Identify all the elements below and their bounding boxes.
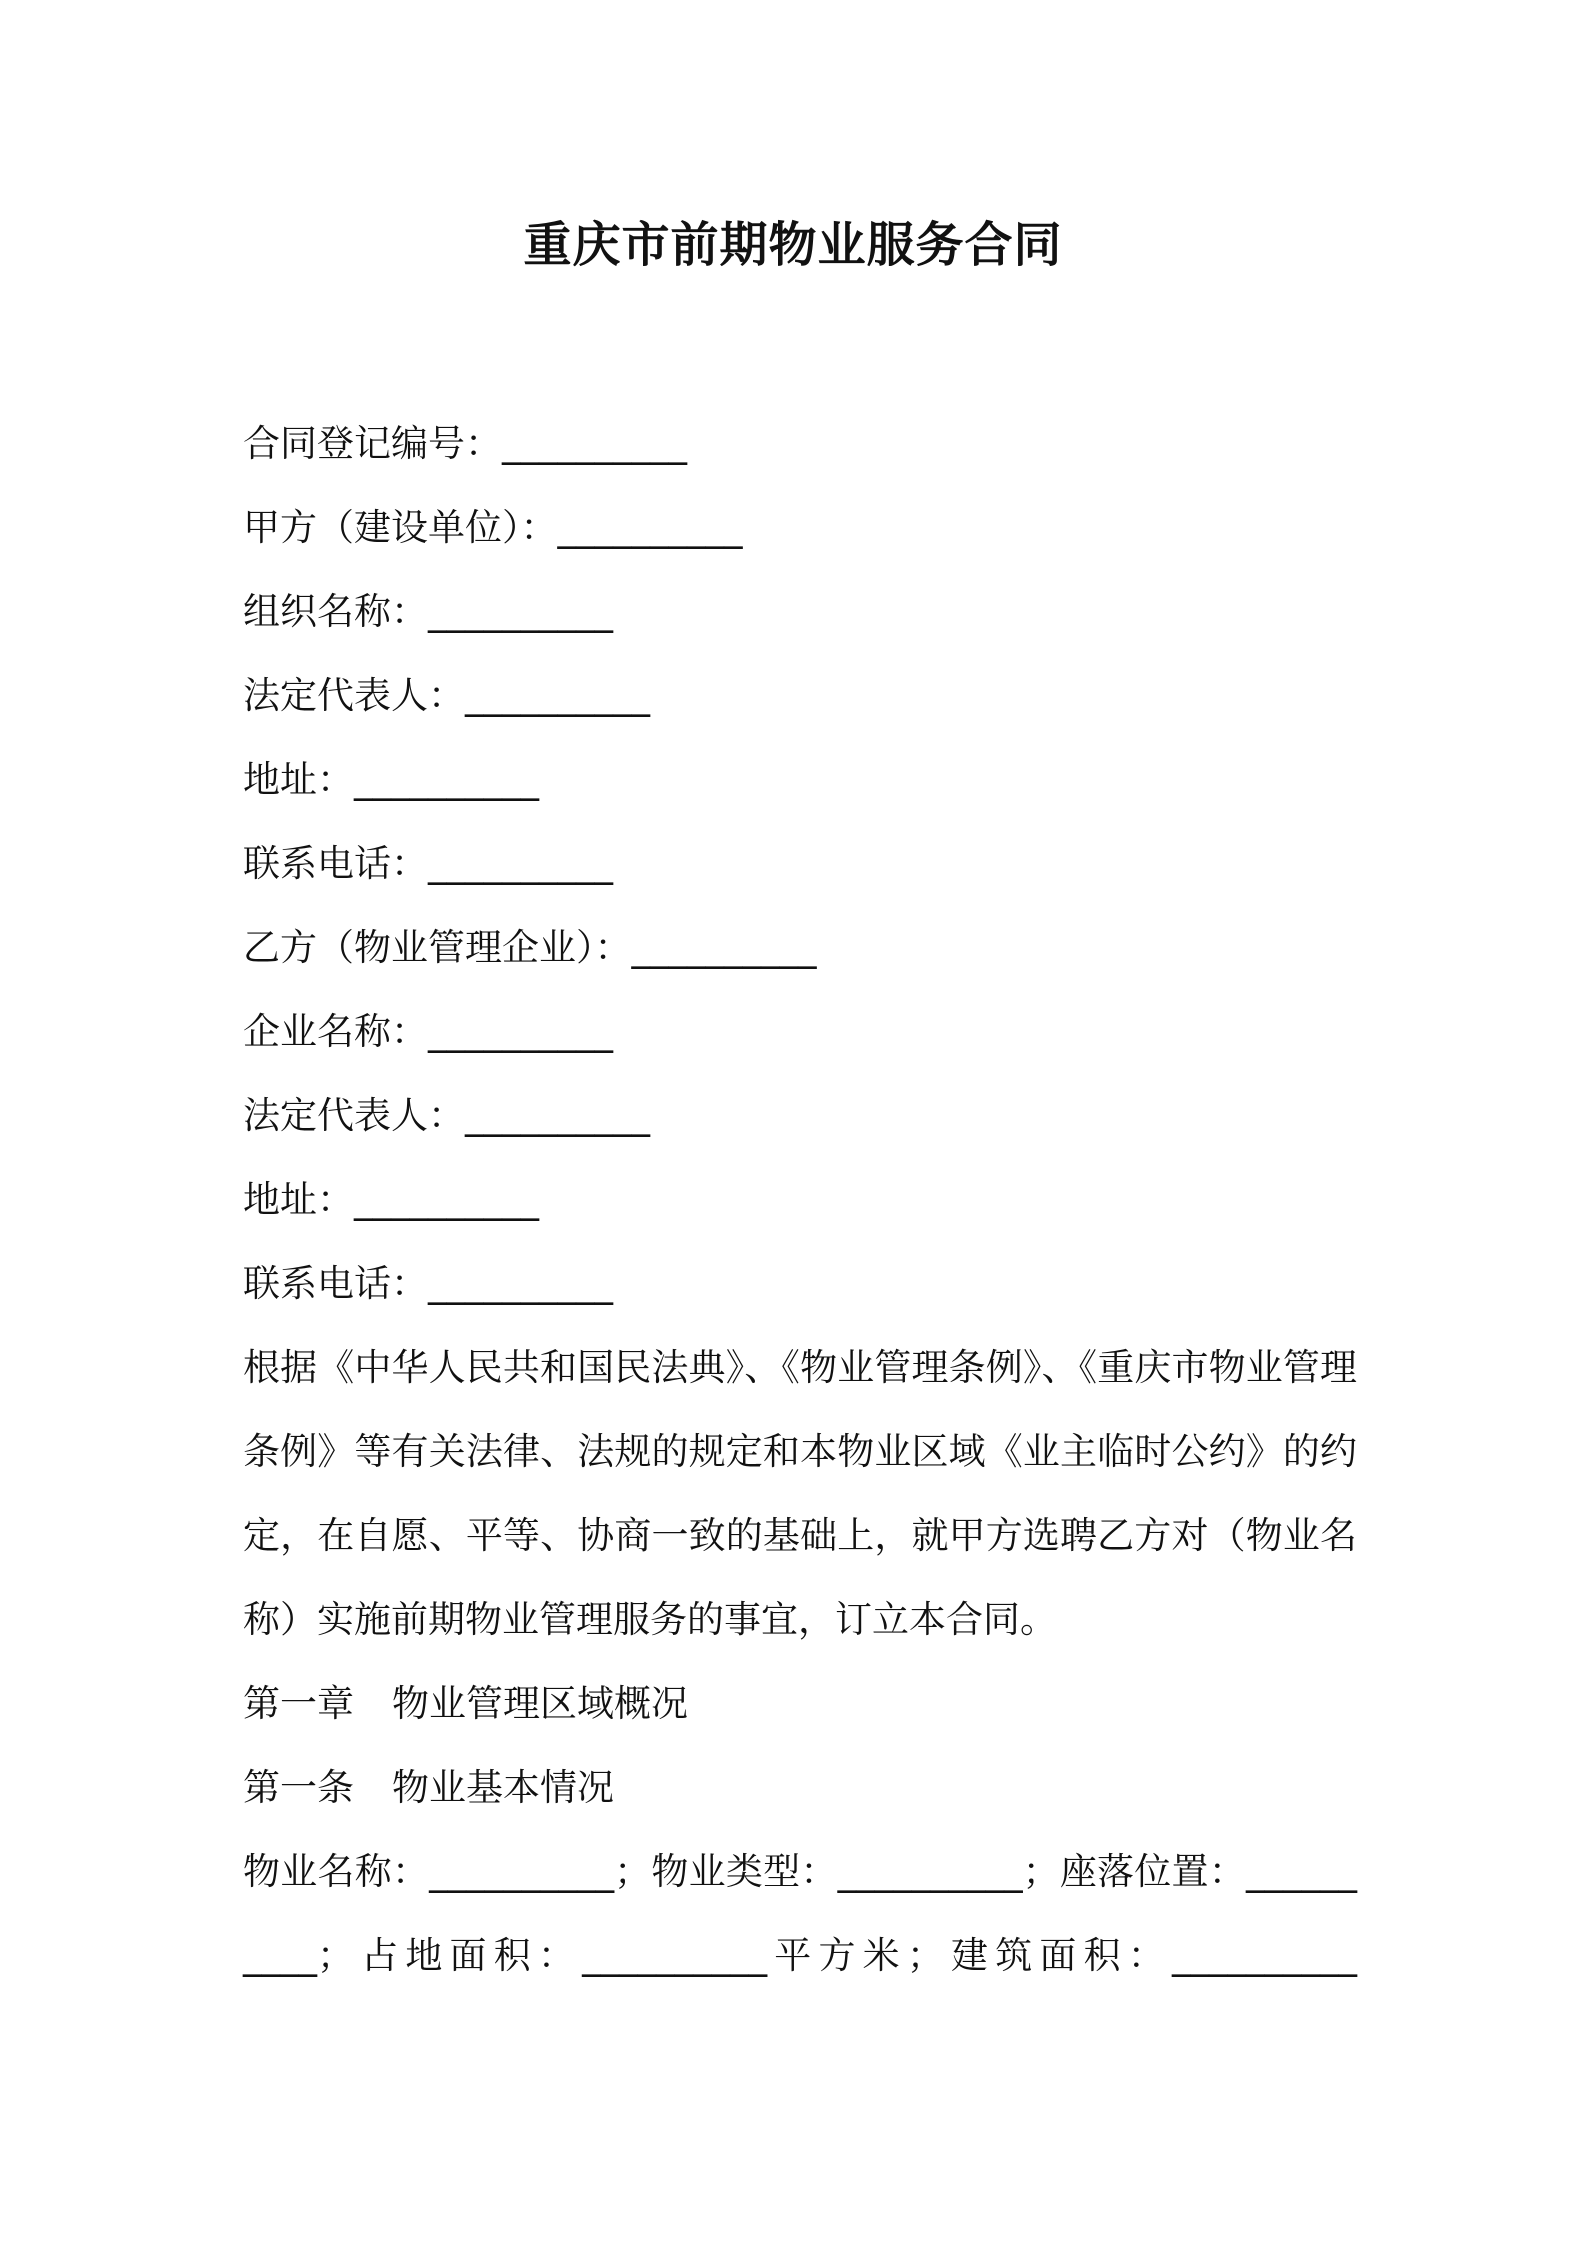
property-info-paragraph: 物业名称：__________；物业类型：__________；座落位置：__________；占地面积：__________平方米；建筑面积：__________ xyxy=(243,1850,1357,1977)
article-number: 第一条 xyxy=(243,1766,354,1809)
field-party-b-legal-representative: 法定代表人：__________ xyxy=(243,1094,650,1137)
field-party-a-address: 地址：__________ xyxy=(243,758,539,801)
field-party-a: 甲方（建设单位）：__________ xyxy=(243,506,743,549)
field-contract-registration-number: 合同登记编号：__________ xyxy=(243,422,687,465)
field-party-a-phone: 联系电话：__________ xyxy=(243,842,613,885)
chapter-number: 第一章 xyxy=(243,1682,354,1725)
document-body xyxy=(243,402,1357,1998)
field-party-b-address: 地址：__________ xyxy=(243,1178,539,1221)
field-party-b-company-name: 企业名称：__________ xyxy=(243,1010,613,1053)
document-title: 重庆市前期物业服务合同 xyxy=(523,217,1063,273)
article-title: 物业基本情况 xyxy=(392,1766,614,1809)
preamble-paragraph: 根据《中华人民共和国民法典》、《物业管理条例》、《重庆市物业管理条例》等有关法律、法规的规定和本物业区域《业主临时公约》的约定，在自愿、平等、协商一致的基础上，就甲方选聘乙方对（物业名称）实施前期物业管理服务的事宜，订立本合同。 xyxy=(243,1346,1357,1641)
article-heading xyxy=(243,1746,1357,1830)
chapter-heading xyxy=(243,1662,1357,1746)
chapter-title: 物业管理区域概况 xyxy=(392,1682,688,1725)
field-party-b: 乙方（物业管理企业）：__________ xyxy=(243,926,817,969)
field-party-a-organization-name: 组织名称：__________ xyxy=(243,590,613,633)
field-party-b-phone: 联系电话：__________ xyxy=(243,1262,613,1305)
field-party-a-legal-representative: 法定代表人：__________ xyxy=(243,674,650,717)
